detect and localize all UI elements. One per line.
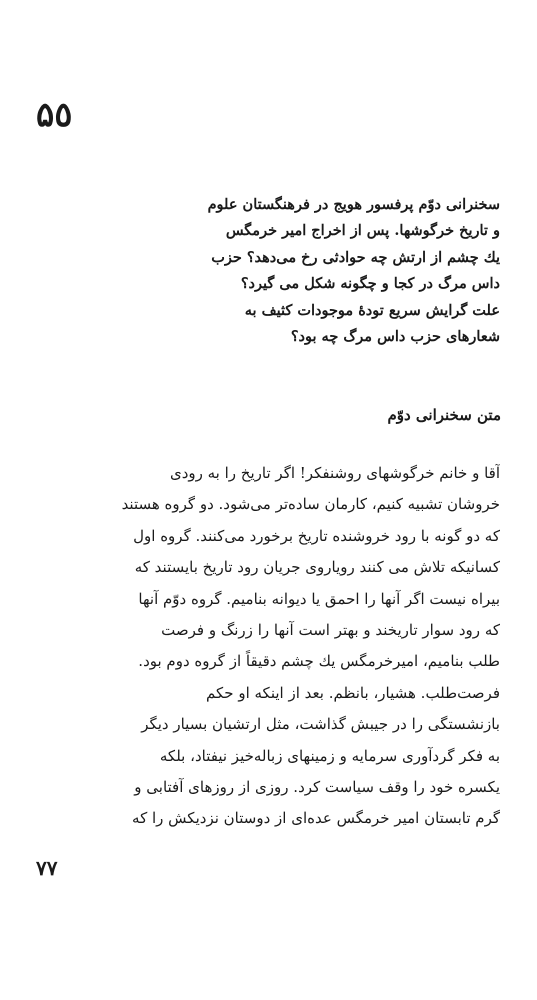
body-text xyxy=(36,458,500,835)
body-line: بازنشستگی را در جیبش گذاشت، مثل ارتشیان بسیار دیگر xyxy=(141,715,500,734)
body-line: آقا و خانم خرگوشهای روشنفکر! اگر تاریخ را به رودی xyxy=(169,464,500,482)
chapter-number: ۵٥ xyxy=(36,95,73,135)
summary-line: علت گرایش سریع تودهٔ موجودات کثیف به xyxy=(244,301,500,319)
body-line: طلب بنامیم، امیرخرمگس یك چشم دقیقاً از گروه دوم بود. xyxy=(138,652,500,671)
section-title: متن سخنرانی دوّم xyxy=(387,406,501,424)
body-line: یکسره خود را وقف سیاست کرد. روزی از روزهای آفتابی و xyxy=(134,778,500,797)
body-line: بیراه نیست اگر آنها را احمق یا دیوانه بنامیم. گروه دوّم آنها xyxy=(138,589,500,608)
body-line: خروشان تشبیه کنیم، کارمان ساده‌تر می‌شود. دو گروه هستند xyxy=(121,495,500,514)
body-line: به فکر گردآوری سرمایه و زمینهای زباله‌خیز نیفتاد، بلکه xyxy=(159,746,500,765)
summary-line: شعارهای حزب داس مرگ چه بود؟ xyxy=(290,328,500,346)
summary-line: سخنرانی دوّم پرفسور هویج در فرهنگستان علوم xyxy=(207,196,500,213)
chapter-summary xyxy=(36,192,500,350)
summary-line: یك چشم از ارتش چه حوادثی رخ می‌دهد؟ حزب xyxy=(211,248,500,266)
body-line: که رود سوار تاریخند و بهتر است آنها را زرنگ و فرصت xyxy=(161,621,500,640)
summary-line: داس مرگ در کجا و چگونه شکل می گیرد؟ xyxy=(240,275,500,293)
body-line: کسانیکه تلاش می کنند رویاروی جریان رود تاریخ بایستند که xyxy=(134,558,500,577)
body-line: گرم تابستان امیر خرمگس عده‌ای از دوستان نزدیکش را که xyxy=(132,809,500,828)
body-line: که دو گونه با رود خروشنده تاریخ برخورد می‌کنند. گروه اول xyxy=(133,526,500,545)
page-number: ۷۷ xyxy=(36,856,58,880)
body-line: فرصت‌طلب. هشیار، بانظم. بعد از اینکه او حکم xyxy=(206,683,500,702)
summary-line: و تاریخ خرگوشها. پس از اخراج امیر خرمگس xyxy=(225,222,500,240)
